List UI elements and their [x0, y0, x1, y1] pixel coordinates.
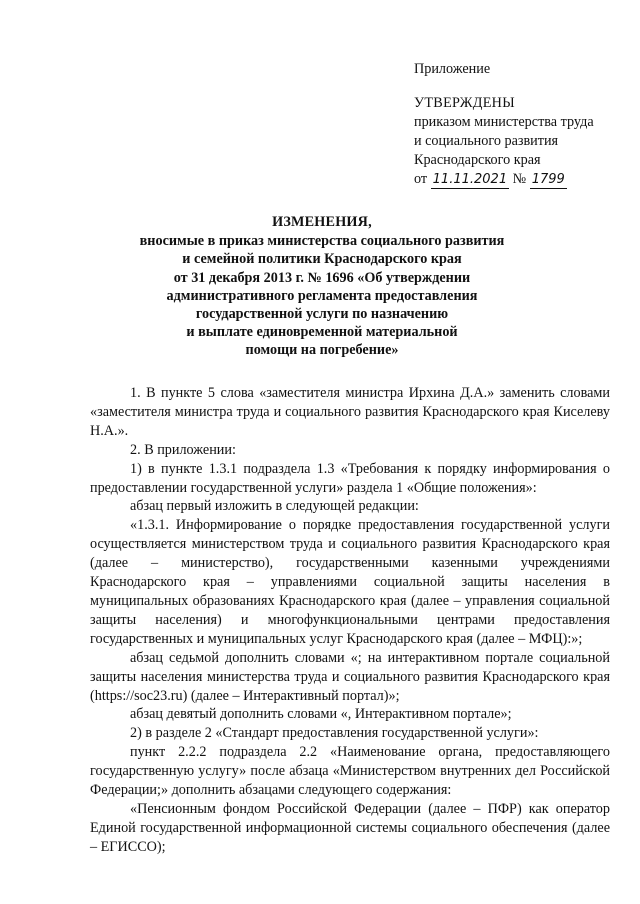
- body-paragraph: 1) в пункте 1.3.1 подраздела 1.3 «Требования к порядку информирования о предоставлении государственной услуги» раздела 1 «Общие положения»:: [90, 460, 610, 496]
- approval-date-line: [414, 170, 624, 189]
- approval-line-2: и социального развития: [414, 133, 559, 149]
- body-paragraph: абзац девятый дополнить словами «, Интерактивном портале»;: [130, 706, 512, 723]
- approval-line-3: Краснодарского края: [414, 152, 541, 168]
- approval-stamp-block: [414, 60, 624, 189]
- body-paragraph: 2) в разделе 2 «Стандарт предоставления государственной услуги»:: [130, 725, 539, 742]
- body-paragraph: «1.3.1. Информирование о порядке предоставления государственной услуги осуществляется министерством труда и социального развития Краснодарского края (далее – министерство), государственными казенными учреждениями Краснодарского края – управлениями социальной защиты населения в муниципальных образованиях Краснодарского края (далее – управления социальной защиты населения) и многофункциональными центрами предоставления государственных и муниципальных услуг Краснодарского края (далее – МФЦ):»;: [90, 517, 610, 647]
- appendix-label: Приложение: [414, 61, 491, 77]
- handwritten-number: 1799: [531, 172, 565, 187]
- title-line: административного регламента предоставления: [166, 287, 478, 304]
- body-paragraph: пункт 2.2.2 подраздела 2.2 «Наименование органа, предоставляющего государственную услугу» после абзаца «Министерством внутренних дел Российской Федерации;» дополнить абзацами следующего содержания:: [90, 744, 610, 799]
- body-paragraph: 2. В приложении:: [130, 441, 236, 458]
- approved-label: УТВЕРЖДЕНЫ: [414, 95, 515, 111]
- title-line: вносимые в приказ министерства социального развития: [139, 233, 505, 250]
- body-paragraph: 1. В пункте 5 слова «заместителя министра Ирхина Д.А.» заменить словами «заместителя министра труда и социального развития Краснодарского края Киселеву Н.А.».: [90, 385, 610, 439]
- date-prefix: от: [414, 171, 428, 187]
- document-title: [80, 213, 564, 360]
- number-prefix: №: [512, 171, 527, 187]
- handwritten-date: 11.11.2021: [432, 172, 508, 187]
- title-line: помощи на погребение»: [245, 342, 399, 359]
- title-heading: ИЗМЕНЕНИЯ,: [272, 214, 372, 230]
- body-paragraph: «Пенсионным фондом Российской Федерации (далее – ПФР) как оператор Единой государственной информационной системы социального обеспечения (далее – ЕГИССО);: [90, 800, 610, 855]
- body-paragraph: абзац седьмой дополнить словами «; на интерактивном портале социальной защиты населения министерства труда и социального развития Краснодарского края (https://soc23.ru) (далее – Интерактивный портал)»;: [90, 649, 610, 704]
- title-line: государственной услуги по назначению: [195, 306, 449, 323]
- document-body: [90, 384, 610, 857]
- body-paragraph: абзац первый изложить в следующей редакции:: [130, 498, 419, 515]
- title-line: и выплате единовременной материальной: [186, 324, 458, 341]
- title-line: от 31 декабря 2013 г. № 1696 «Об утверждении: [173, 269, 471, 286]
- title-line: и семейной политики Краснодарского края: [182, 251, 462, 268]
- approval-line-1: приказом министерства труда: [414, 114, 594, 130]
